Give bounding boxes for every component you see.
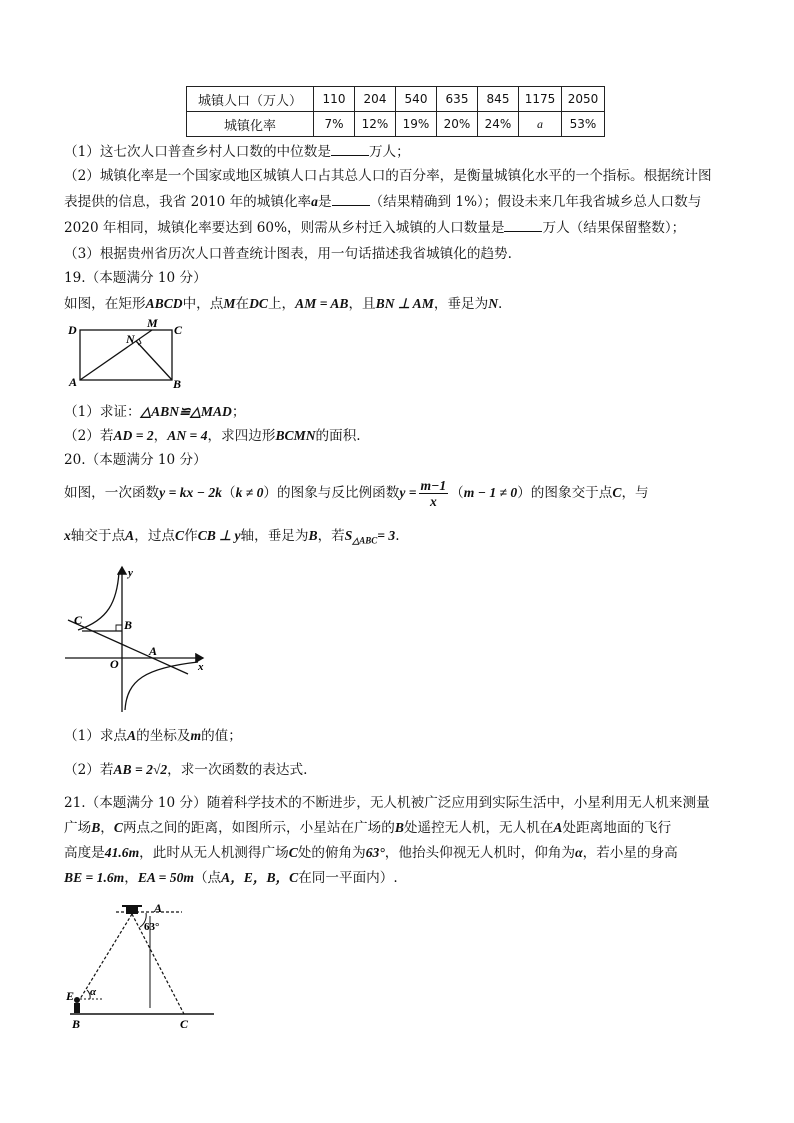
math: AD = 2 [113, 428, 154, 443]
hyperbola-branch-upper [78, 572, 119, 630]
q20-stem-line2 [64, 527, 400, 550]
label-B: B [173, 377, 182, 391]
math: m − 1 ≠ 0 [463, 485, 518, 500]
q18-part2-line1: （2）城镇化率是一个国家或地区城镇人口占其总人口的百分率，是衡量城镇化水平的一个指标。根据统计图 [64, 168, 712, 184]
q21-line2 [64, 819, 671, 837]
label-alpha: α [90, 986, 97, 998]
table-cell: 12% [355, 112, 396, 137]
text: 上， [267, 296, 296, 312]
text: 作 [184, 528, 198, 544]
text: . [395, 528, 400, 544]
text: 轴交于点 [70, 528, 126, 544]
q21-line4 [64, 869, 398, 887]
math: N [488, 296, 499, 311]
text: ，求四边形 [207, 428, 276, 444]
q20-stem-line1 [64, 476, 649, 510]
line-of-sight-ea [80, 914, 132, 999]
table-cell: 19% [396, 112, 437, 137]
table-cell: 7% [314, 112, 355, 137]
math: M [223, 296, 236, 311]
label-O: O [110, 657, 119, 671]
math: △ABN≌△MAD [140, 404, 232, 419]
text: （点 [193, 870, 222, 886]
label-A: A [149, 644, 158, 658]
text: 的坐标及 [136, 728, 191, 744]
table-cell: 20% [437, 112, 478, 137]
math: BE = 1.6m [64, 870, 125, 885]
math: CB ⊥ y [197, 528, 241, 543]
function-graph-figure [60, 562, 210, 714]
table-cell: 204 [355, 87, 396, 112]
text: ， [100, 820, 114, 836]
right-angle-mark [116, 625, 122, 631]
text: ，求一次函数的表达式. [167, 762, 308, 778]
text: 中，点 [182, 296, 224, 312]
label-A: A [69, 375, 78, 389]
text: ，他抬头仰视无人机时，仰角为 [384, 845, 576, 861]
math: AN = 4 [167, 428, 208, 443]
text: ）的图象与反比例函数 [263, 485, 400, 501]
text: （2）若 [64, 428, 114, 444]
q20-header: 20.（本题满分 10 分） [64, 452, 207, 468]
math: A，E，B，C [221, 870, 299, 885]
math: y = kx − 2k [159, 485, 222, 500]
math: C [175, 528, 185, 543]
q20-part1 [64, 727, 242, 745]
label-y: y [128, 567, 133, 579]
text: ，与 [621, 485, 649, 501]
text: 处遥控无人机，无人机在 [403, 820, 554, 836]
text: . [498, 296, 503, 312]
q19-stem [64, 295, 502, 313]
text: （ [221, 485, 236, 501]
q18-part3: （3）根据贵州省历次人口普查统计图表，用一句话描述我省城镇化的趋势. [64, 246, 512, 262]
answer-blank [331, 143, 369, 156]
table-cell: 53% [562, 112, 605, 137]
label-C: C [180, 1017, 189, 1031]
table-header-urbanization-rate: 城镇化率 [187, 112, 314, 137]
text: 万人（结果保留整数）； [542, 220, 686, 236]
q18-part1 [64, 143, 410, 161]
text: 轴，垂足为 [240, 528, 309, 544]
table-header-urban-population: 城镇人口（万人） [187, 87, 314, 112]
math: m [190, 728, 202, 743]
math: BCMN [275, 428, 316, 443]
math: A [125, 528, 135, 543]
math: k ≠ 0 [235, 485, 264, 500]
table-row [187, 112, 605, 137]
q18-part2-line3 [64, 219, 685, 237]
math: α [575, 845, 583, 860]
text: 表提供的信息，我省 2010 年的城镇化率 [64, 194, 312, 210]
hyperbola-branch-lower [125, 662, 198, 710]
label-E: E [66, 989, 75, 1003]
segment-am [80, 330, 152, 380]
drone-figure [60, 896, 220, 1032]
label-x: x [198, 661, 204, 673]
answer-blank [504, 219, 542, 232]
text: 如图，一次函数 [64, 485, 160, 501]
text: （1）求点 [64, 728, 128, 744]
rectangle-figure [60, 318, 190, 392]
text: 广场 [64, 820, 92, 836]
text: （ [450, 485, 464, 501]
math: 63° [365, 845, 385, 860]
math: C [288, 845, 298, 860]
math: A [553, 820, 563, 835]
text: 两点之间的距离，如图所示，小星站在广场的 [122, 820, 395, 836]
math: B [91, 820, 101, 835]
text: ， [153, 428, 168, 444]
math: DC [249, 296, 268, 311]
math: AB = 2√2 [113, 762, 168, 777]
text: （结果精确到 1%）；假设未来几年我省城乡总人口数与 [369, 194, 702, 210]
text: 在 [235, 296, 250, 312]
text: 是 [317, 194, 332, 210]
text: 如图，在矩形 [64, 296, 146, 312]
math: BN ⊥ AM [375, 296, 434, 311]
numerator: m−1 [420, 478, 447, 493]
text: 处距离地面的飞行 [562, 820, 672, 836]
label-B: B [124, 618, 133, 632]
text: 2020 年相同，城镇化率要达到 60%，则需从乡村迁入城镇的人口数量是 [64, 220, 505, 236]
table-cell: 635 [437, 87, 478, 112]
text: （2）若 [64, 762, 114, 778]
math: ABCD [145, 296, 183, 311]
math: x [64, 528, 71, 543]
math: EA = 50m [137, 870, 194, 885]
text: 的值； [201, 728, 242, 744]
math: y = [399, 485, 417, 500]
table-cell: a [519, 112, 562, 137]
text: ，若小星的身高 [582, 845, 678, 861]
text: ，且 [348, 296, 376, 312]
math: S [344, 528, 353, 543]
text: 在同一平面内）. [298, 870, 398, 886]
math: B [308, 528, 318, 543]
person-icon [74, 997, 80, 1013]
text: （1）求证： [64, 404, 141, 420]
table-cell: 24% [478, 112, 519, 137]
math: 41.6m [104, 845, 140, 860]
label-C: C [74, 613, 83, 627]
q19-part1 [64, 403, 245, 421]
q21-line3 [64, 844, 678, 862]
text: ， [124, 870, 138, 886]
table-cell: 2050 [562, 87, 605, 112]
text: ； [231, 404, 246, 420]
urbanization-table [186, 86, 605, 137]
text: 的面积. [315, 428, 361, 444]
label-A: A [154, 901, 163, 915]
text: ，过点 [134, 528, 176, 544]
math: = 3 [377, 528, 396, 543]
text: 高度是 [64, 845, 105, 861]
segment-bn [136, 341, 172, 380]
table-row [187, 87, 605, 112]
q19-part2 [64, 427, 361, 445]
label-C: C [174, 323, 183, 337]
table-cell: 540 [396, 87, 437, 112]
text: ）的图象交于点 [517, 485, 613, 501]
q20-part2 [64, 761, 307, 779]
q21-line1: 21.（本题满分 10 分）随着科学技术的不断进步，无人机被广泛应用到实际生活中，小星利用无人机来测量 [64, 795, 710, 811]
q18-part2-line2 [64, 193, 701, 211]
label-D: D [68, 323, 77, 337]
text: （1）这七次人口普查乡村人口数的中位数是 [64, 144, 331, 160]
text: ，若 [317, 528, 345, 544]
q19-header: 19.（本题满分 10 分） [64, 270, 207, 286]
math: B [394, 820, 404, 835]
var-a: a [311, 194, 318, 209]
label-M: M [147, 318, 158, 330]
math: C [113, 820, 123, 835]
text: 处的俯角为 [297, 845, 366, 861]
table-cell: 1175 [519, 87, 562, 112]
label-N: N [126, 332, 135, 346]
drone-icon [122, 906, 142, 914]
math: C [612, 485, 622, 500]
label-angle-63: 63° [144, 921, 160, 933]
math: A [127, 728, 137, 743]
text: ，垂足为 [433, 296, 489, 312]
fraction [419, 478, 449, 509]
label-B: B [72, 1017, 81, 1031]
text: ，此时从无人机测得广场 [139, 845, 289, 861]
table-cell: 110 [314, 87, 355, 112]
answer-blank [332, 193, 370, 206]
table-cell: 845 [478, 87, 519, 112]
math: AM = AB [295, 296, 349, 311]
math-subscript: △ABC [352, 535, 378, 546]
text: 万人； [368, 144, 410, 160]
denominator: x [429, 494, 437, 509]
